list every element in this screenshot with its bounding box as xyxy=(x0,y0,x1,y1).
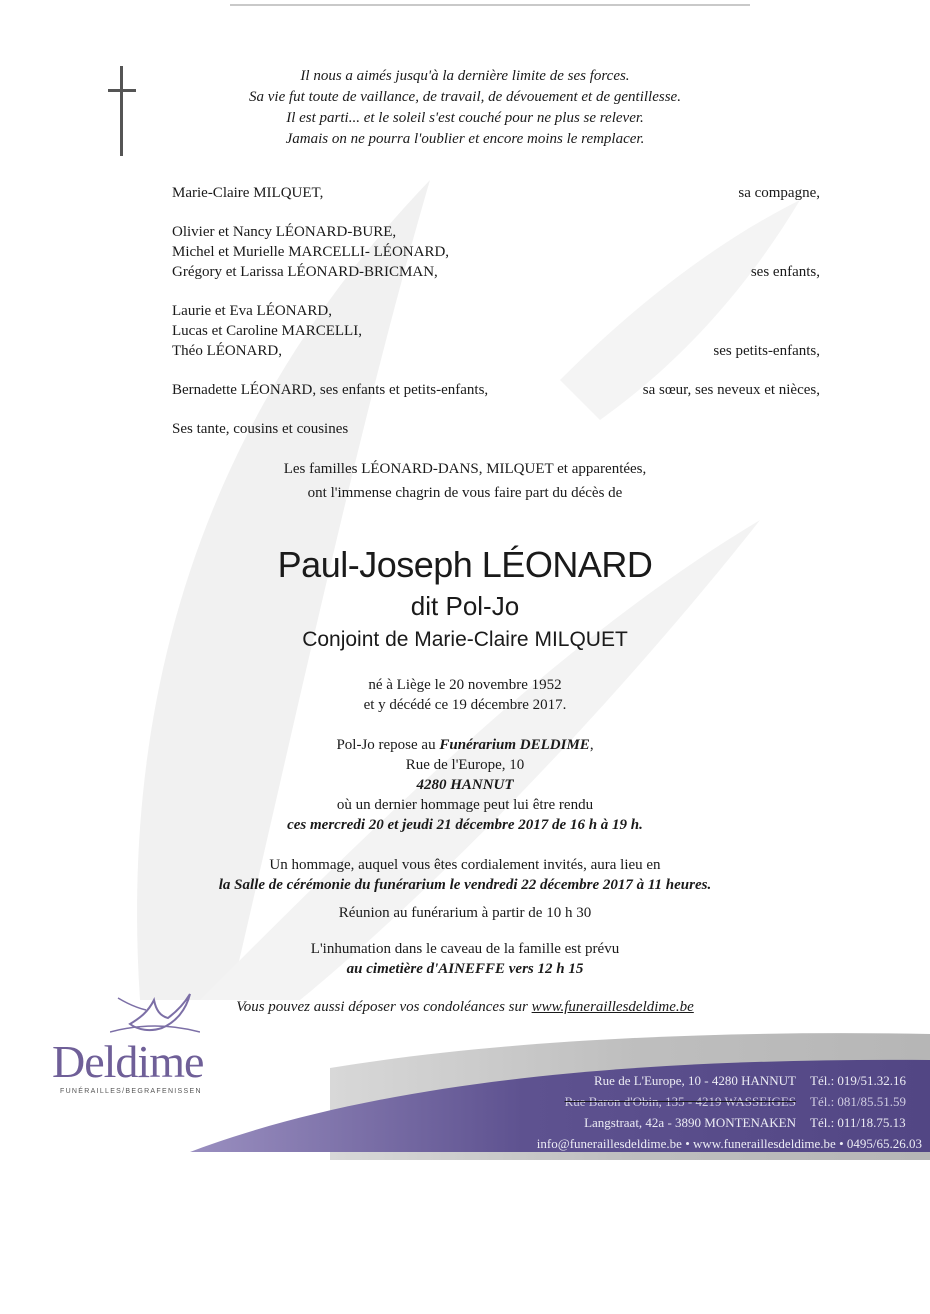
birth-line: né à Liège le 20 novembre 1952 xyxy=(368,677,562,693)
family-companion xyxy=(172,183,820,203)
funeral-home-name: Funérarium DELDIME xyxy=(439,737,590,753)
condolences-text: Vous pouvez aussi déposer vos condoléances sur xyxy=(236,999,532,1015)
deceased-spouse: Conjoint de Marie-Claire MILQUET xyxy=(302,628,628,651)
family-children xyxy=(172,222,820,282)
address-phone: Tél.: 019/51.32.16 xyxy=(810,1073,907,1088)
cross-icon-bar xyxy=(108,89,136,92)
announcement xyxy=(90,457,840,505)
footer-addresses xyxy=(537,1070,922,1154)
announcement-line: ont l'immense chagrin de vous faire part du décès de xyxy=(307,485,623,501)
poem-line: Sa vie fut toute de vaillance, de travail, de dévouement et de gentillesse. xyxy=(249,89,681,105)
burial-intro: L'inhumation dans le caveau de la famille est prévu xyxy=(310,941,620,957)
poem-line: Jamais on ne pourra l'oublier et encore moins le remplacer. xyxy=(285,131,645,147)
family-names: Marie-Claire MILQUET, xyxy=(172,185,324,201)
family-names: Ses tante, cousins et cousines xyxy=(172,421,349,437)
family-grandchildren xyxy=(172,301,820,361)
visitation-street: Rue de l'Europe, 10 xyxy=(405,757,525,773)
address-line xyxy=(537,1112,922,1133)
dove-logo-icon xyxy=(110,988,200,1036)
ceremony-details: la Salle de cérémonie du funérarium le vendredi 22 décembre 2017 à 11 heures. xyxy=(218,877,712,893)
family-relation: ses enfants, xyxy=(750,264,820,280)
poem-line: Il est parti... et le soleil s'est couché pour ne plus se relever. xyxy=(286,110,644,126)
address-text: Langstraat, 42a - 3890 MONTENAKEN xyxy=(584,1115,796,1130)
visitation-intro-text: Pol-Jo repose au xyxy=(336,737,440,753)
visitation-intro xyxy=(90,735,840,755)
ceremony-meeting: Réunion au funérarium à partir de 10 h 30 xyxy=(338,905,592,921)
ceremony-intro: Un hommage, auquel vous êtes cordialement invités, aura lieu en xyxy=(269,857,661,873)
family-relation: sa sœur, ses neveux et nièces, xyxy=(642,382,820,398)
family-names: Lucas et Caroline MARCELLI, xyxy=(172,323,362,339)
family-names: Grégory et Larissa LÉONARD-BRICMAN, xyxy=(172,264,438,280)
burial-details: au cimetière d'AINEFFE vers 12 h 15 xyxy=(346,961,584,977)
top-scan-line xyxy=(230,4,750,6)
family-others xyxy=(172,419,820,439)
poem xyxy=(140,66,790,150)
family-names: Olivier et Nancy LÉONARD-BURE, xyxy=(172,224,397,240)
visitation-city: 4280 HANNUT xyxy=(416,777,514,793)
family-relation: sa compagne, xyxy=(738,185,820,201)
family-names: Michel et Murielle MARCELLI- LÉONARD, xyxy=(172,244,450,260)
address-text: Rue de L'Europe, 10 - 4280 HANNUT xyxy=(594,1073,796,1088)
family-names: Laurie et Eva LÉONARD, xyxy=(172,303,332,319)
deceased-name: Paul-Joseph LÉONARD xyxy=(277,544,653,585)
death-line: et y décédé ce 19 décembre 2017. xyxy=(363,697,567,713)
family-names: Bernadette LÉONARD, ses enfants et petits-enfants, xyxy=(172,382,489,398)
address-line xyxy=(537,1070,922,1091)
address-text: Rue Baron d'Obin, 135 - 4219 WASSEIGES xyxy=(564,1094,796,1109)
comma: , xyxy=(589,737,594,753)
logo-wordmark: Deldime xyxy=(52,1036,204,1087)
contact-line: info@funeraillesdeldime.be • www.funeraillesdeldime.be • 0495/65.26.03 xyxy=(536,1136,922,1151)
family-relation: ses petits-enfants, xyxy=(713,343,820,359)
address-line-struck xyxy=(537,1091,922,1112)
deceased-nickname: dit Pol-Jo xyxy=(410,591,520,621)
visitation-dates: ces mercredi 20 et jeudi 21 décembre 2017 de 16 h à 19 h. xyxy=(287,817,643,833)
poem-line: Il nous a aimés jusqu'à la dernière limite de ses forces. xyxy=(300,68,630,84)
announcement-line: Les familles LÉONARD-DANS, MILQUET et apparentées, xyxy=(283,461,647,477)
logo-subtitle: FUNÉRAILLES/BEGRAFENISSEN xyxy=(60,1088,202,1095)
visitation-hommage: où un dernier hommage peut lui être rendu xyxy=(336,797,594,813)
address-phone: Tél.: 011/18.75.13 xyxy=(810,1115,906,1130)
condolences-link[interactable]: www.funeraillesdeldime.be xyxy=(531,999,694,1015)
family-names: Théo LÉONARD, xyxy=(172,343,282,359)
family-sister xyxy=(172,380,820,400)
cross-icon xyxy=(120,66,123,156)
address-phone: Tél.: 081/85.51.59 xyxy=(810,1094,907,1109)
